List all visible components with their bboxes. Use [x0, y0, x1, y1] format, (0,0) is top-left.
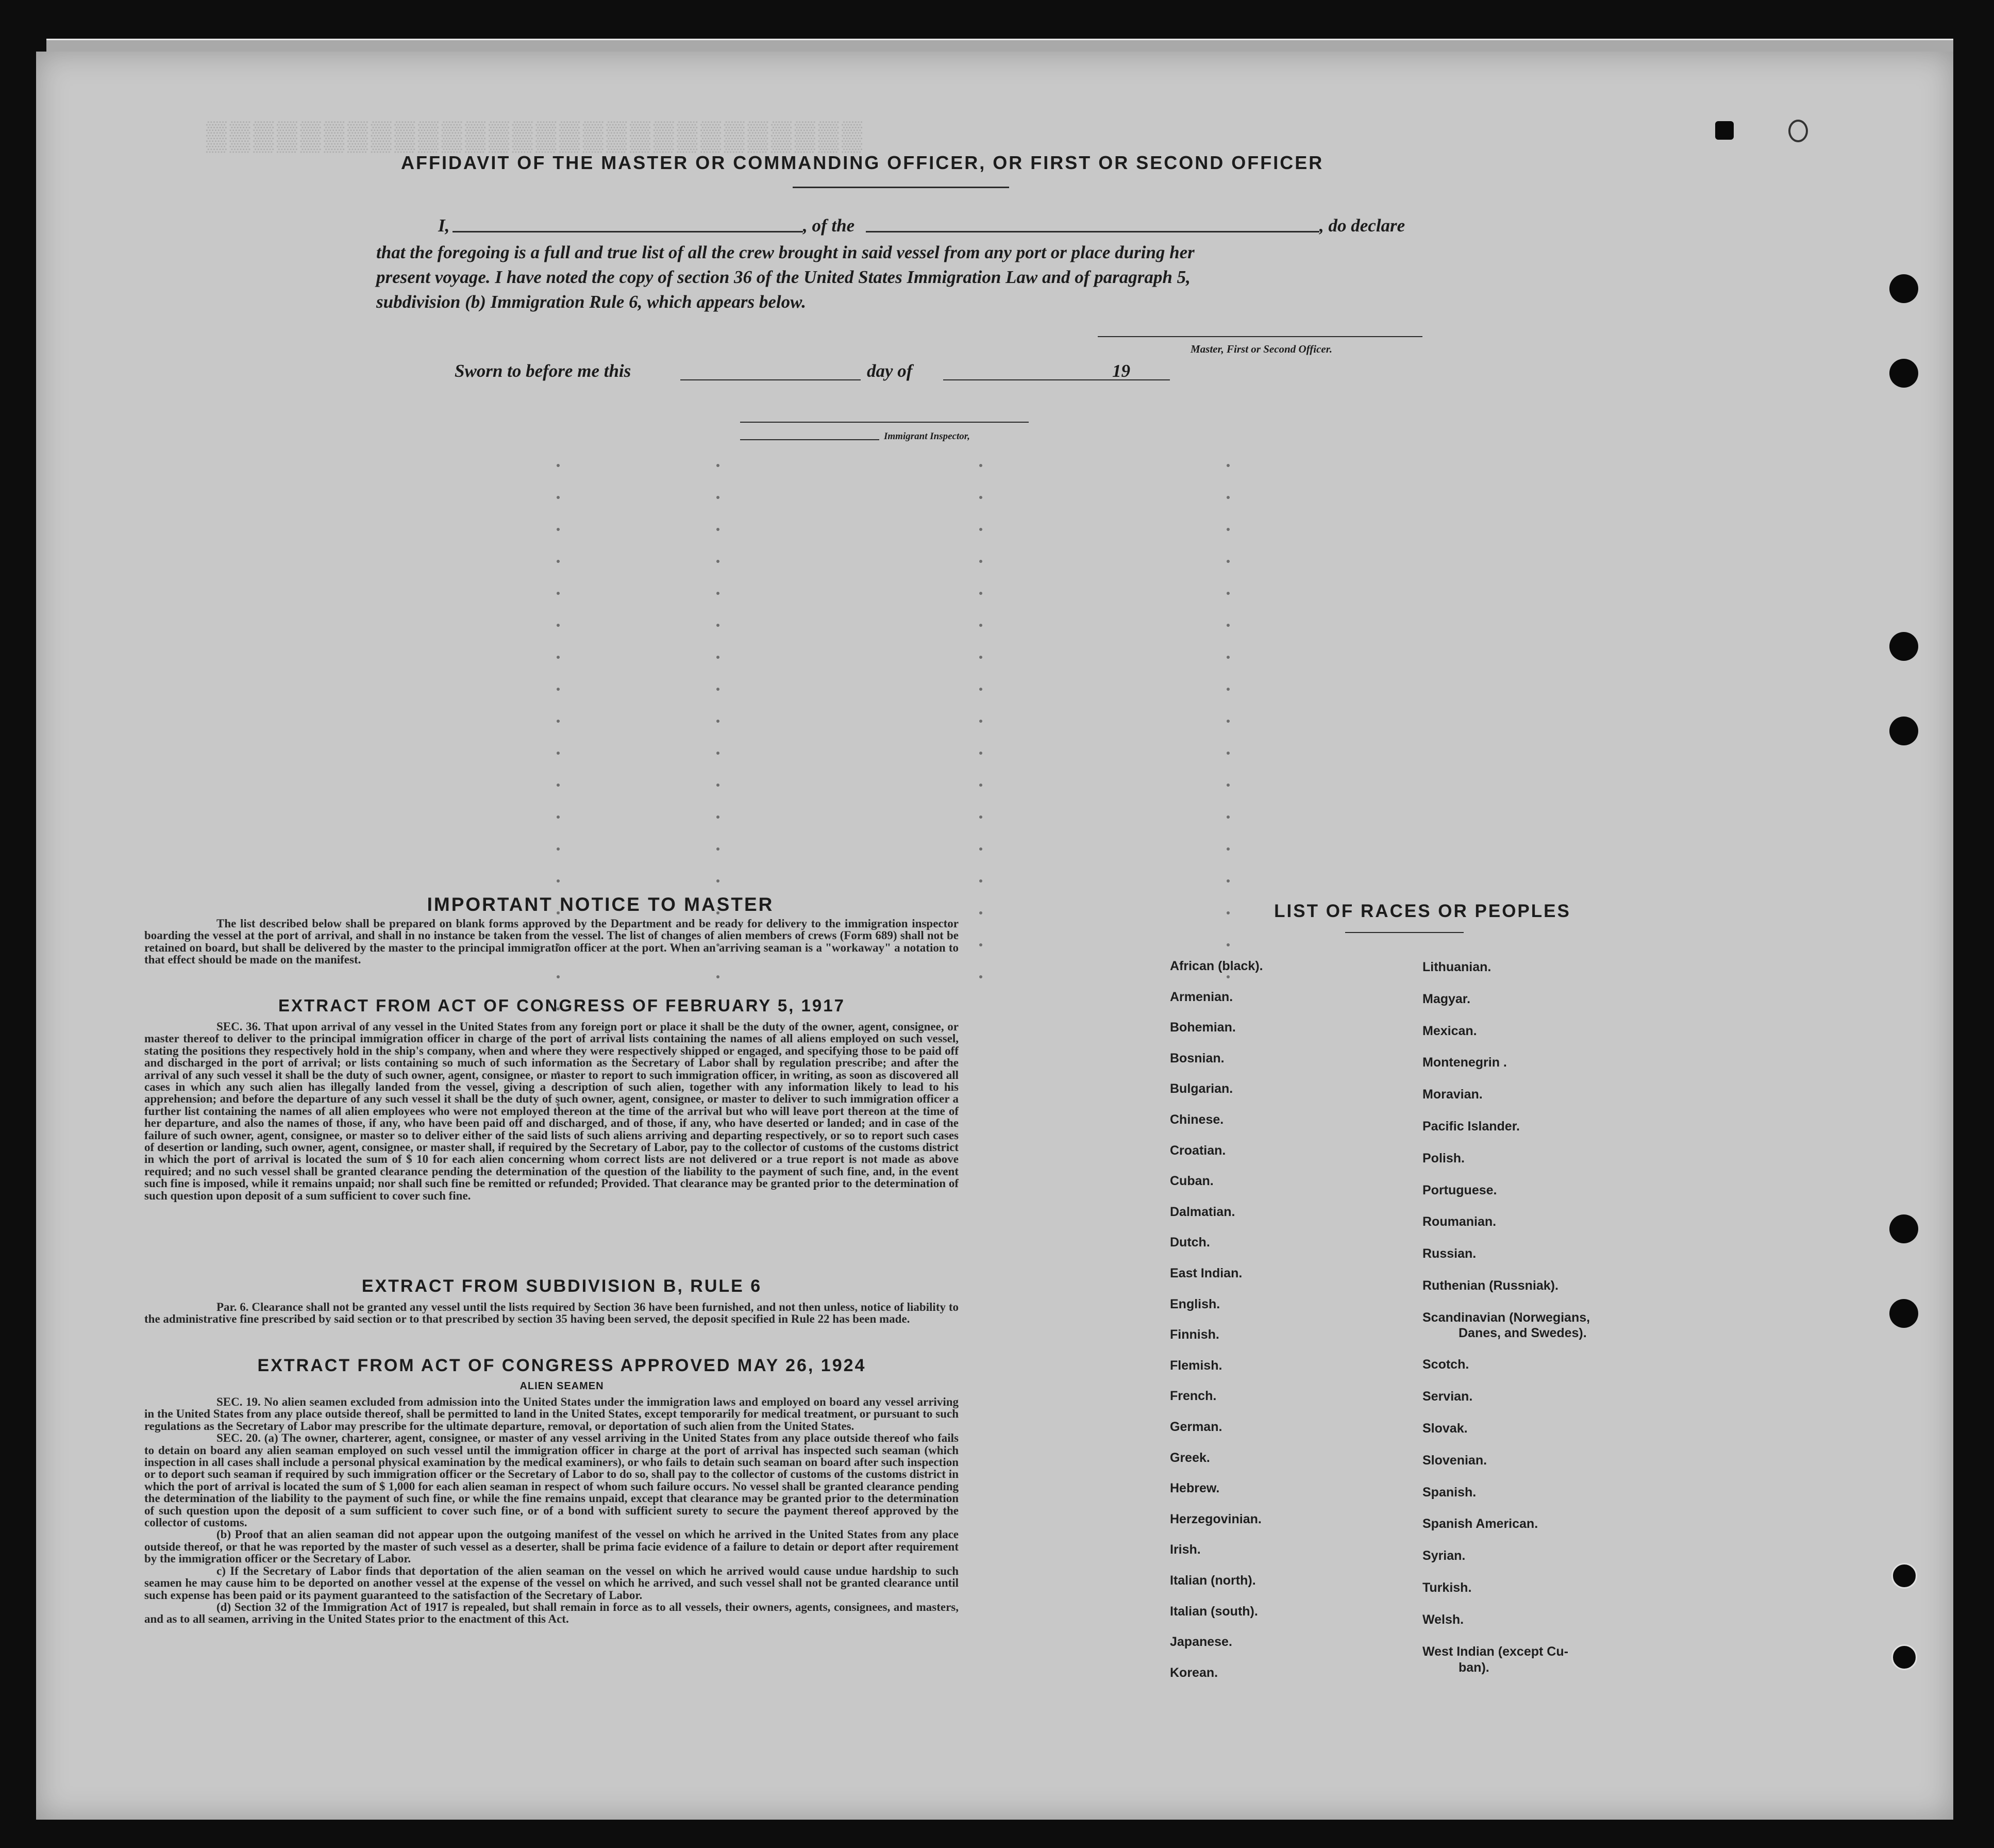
inspector-caption: Immigrant Inspector, [884, 431, 970, 442]
of-the-label: , of the [803, 215, 855, 236]
race-entry: West Indian (except Cu- [1422, 1644, 1568, 1659]
race-entry: Hebrew. [1170, 1481, 1220, 1496]
race-entry: Mexican. [1422, 1023, 1477, 1038]
year-label: 19 [1112, 361, 1130, 381]
race-entry: Pacific Islander. [1422, 1119, 1520, 1134]
race-entry: East Indian. [1170, 1266, 1243, 1280]
sec20b-text: (b) Proof that an alien seaman did not appear upon the outgoing manifest of the vessel on which he arrived in the United States from any place outside thereof, or that he was reported by the master of such vessel as a deserter, shall be prima facie evidence of a failure to detain or deport after requirement by the immigration officer or the Secretary of Labor. [144, 1528, 959, 1566]
race-entry: English. [1170, 1296, 1220, 1311]
race-entry: Welsh. [1422, 1612, 1464, 1627]
race-entry: Japanese. [1170, 1635, 1232, 1650]
race-entry: Russian. [1422, 1246, 1477, 1261]
race-entry: Italian (south). [1170, 1604, 1258, 1619]
race-entry: Italian (north). [1170, 1573, 1256, 1588]
race-entry: Servian. [1422, 1389, 1473, 1404]
sec20c-text: c) If the Secretary of Labor finds that deportation of the alien seaman on the vessel on which he arrived would cause undue hardship to such seamen he may cause him to be deported on another vessel at the expense of the vessel on which he arrived, and such vessel shall not be granted clearance until such expense has been paid or its payment guaranteed to the satisfaction of the Secretary of Labor. [144, 1564, 959, 1602]
race-entry: Ruthenian (Russniak). [1422, 1278, 1559, 1293]
sec20a-text: SEC. 20. (a) The owner, charterer, agent, consignee, or master of any vessel arriving in the United States from any place outside thereof who fails to detain on board any alien seaman employed on such vessel until the immigration officer in charge at the port of arrival has inspected such seaman (which inspection in all cases shall include a personal physical examination by the medical examiners), or who fails to detain such seaman on board after such inspection or to deport such seaman if required by such immigration officer or the Secretary of Labor to do so, shall pay to the collector of customs of the customs district in which the port of arrival is located the sum of $ 1,000 for each alien seaman in respect of whom such failure occurs. No vessel shall be granted clearance pending the determination of the liability to the payment of such fine, or while the fine remains unpaid, except that clearance may be granted prior to the determination of such question upon the deposit of a sum sufficient to cover such fine, or of a bond with sufficient surety to secure the payment thereof approved by the collector of customs. [144, 1431, 959, 1529]
race-entry: Lithuanian. [1422, 960, 1492, 974]
race-entry: Roumanian. [1422, 1214, 1497, 1229]
signature-caption: Master, First or Second Officer. [1191, 343, 1332, 355]
race-entry: ban). [1459, 1660, 1489, 1675]
race-entry: Polish. [1422, 1151, 1465, 1166]
sworn-year-blank[interactable] [1134, 379, 1170, 380]
inspector-line-short [740, 439, 879, 440]
alien-seamen-subtitle: ALIEN SEAMEN [520, 1380, 604, 1392]
race-entry: Danes, and Swedes). [1459, 1325, 1587, 1340]
race-entry: Chinese. [1170, 1112, 1224, 1127]
punch-hole [1889, 1299, 1918, 1328]
race-entry: Portuguese. [1422, 1183, 1497, 1197]
race-entry: Irish. [1170, 1542, 1201, 1557]
race-entry: Bosnian. [1170, 1051, 1225, 1065]
race-entry: Finnish. [1170, 1327, 1219, 1342]
race-entry: German. [1170, 1420, 1222, 1434]
signature-line[interactable] [1098, 336, 1422, 337]
extract-1917-text: SEC. 36. That upon arrival of any vessel in the United States from any foreign port or place it shall be the duty of the owner, agent, consignee, or master thereof to deliver to the principal immigration officer in charge of the port of arrival lists containing the names of all aliens employed on such vessel, stating the positions they respectively hold in the ship's company, when and where they were respectively shipped or engaged, and specifying those to be paid off and discharged in the port of arrival; or lists containing so much of such information as the Secretary of Labor shall by regulation prescribe; and after the arrival of any such vessel it shall be the duty of such owner, agent, consignee, or master to report to such immigration officer, in writing, as soon as discovered all cases in which any such alien has illegally landed from the vessel, giving a description of such alien, together with any information likely to lead to his apprehension; and before the departure of any such vessel it shall be the duty of such owner, agent, consignee, or master to deliver to such immigration officer a further list containing the names of all alien employees who were not employed thereon at the time of the arrival but who will leave port thereon at the time of her departure, and also the names of those, if any, who have been paid off and discharged, and of those, if any, who have deserted or landed; and in case of the failure of such owner, agent, consignee, or master so to deliver either of the said lists of such aliens arriving and departing respectively, or so to report such cases of desertion or landing, such owner, agent, consignee, or master shall, if required by the Secretary of Labor, pay to the collector of customs of the customs district in which the port of arrival is located the sum of $ 10 for each alien concerning whom correct lists are not delivered or a true report is not made as above required; and no such vessel shall be granted clearance pending the determination of the question of the liability to the payment of such fine, and, in the event such fine is imposed, while it remains unpaid; nor shall such fine be remitted or refunded; Provided. That clearance may be granted prior to the determination of such question upon deposit of a sum sufficient to cover such fine. [144, 1020, 959, 1202]
i-label: I, [438, 215, 450, 236]
race-entry: Greek. [1170, 1450, 1210, 1465]
punch-hole [1889, 632, 1918, 661]
affidavit-line-2: present voyage. I have noted the copy of section 36 of the United States Immigration Law and of paragraph 5, [376, 267, 1191, 287]
bleed-through-text: ▒▒▒▒▒▒▒▒▒▒▒▒▒▒▒▒▒▒▒▒▒▒▒▒▒▒▒▒ [206, 119, 865, 152]
race-entry: Herzegovinian. [1170, 1511, 1262, 1526]
race-entry: Dutch. [1170, 1235, 1210, 1250]
rule6-title: EXTRACT FROM SUBDIVISION B, RULE 6 [361, 1276, 762, 1296]
do-declare-label: , do declare [1319, 215, 1405, 236]
race-entry: Magyar. [1422, 991, 1471, 1006]
name-blank[interactable] [453, 231, 803, 232]
notice-title: IMPORTANT NOTICE TO MASTER [427, 894, 774, 915]
race-entry: Bohemian. [1170, 1020, 1236, 1035]
sec19-text: SEC. 19. No alien seamen excluded from admission into the United States under the immigration laws and employed on board any vessel arriving in the United States from any place outside thereof, shall be permitted to land in the United States, except temporarily for medical treatment, or pursuant to such regulations as the Secretary of Labor may prescribe for the ultimate departure, removal, or deportation of such alien from the United States. [144, 1395, 959, 1433]
race-entry: African (black). [1170, 959, 1263, 973]
corner-ring-mark [1788, 120, 1808, 142]
race-entry: Slovenian. [1422, 1453, 1487, 1468]
notice-text: The list described below shall be prepared on blank forms approved by the Department and be ready for delivery to the immigration inspector boarding the vessel at the port of arrival, and shall in no instance be taken from the vessel. The list of changes of alien members of crews (Form 689) shall not be retained on board, but shall be delivered by the master to the principal immigration officer at the port. When an arriving seaman is a "workaway" a notation to that effect should be made on the manifest. [144, 917, 959, 967]
punch-hole [1889, 717, 1918, 745]
affidavit-line-1: that the foregoing is a full and true list of all the crew brought in said vessel from any port or place during her [376, 242, 1195, 262]
vessel-blank[interactable] [866, 231, 1319, 232]
sworn-label: Sworn to before me this [455, 361, 631, 381]
dot-column-3 [979, 464, 983, 1007]
race-entry: Spanish American. [1422, 1517, 1538, 1531]
race-entry: French. [1170, 1389, 1217, 1404]
affidavit-title: AFFIDAVIT OF THE MASTER OR COMMANDING OFFICER, OR FIRST OR SECOND OFFICER [401, 152, 1324, 173]
race-entry: Cuban. [1170, 1174, 1214, 1189]
punch-hole [1889, 274, 1918, 303]
dot-column-4 [1227, 464, 1231, 1007]
affidavit-line-3: subdivision (b) Immigration Rule 6, which appears below. [376, 292, 806, 312]
extract-1917-title: EXTRACT FROM ACT OF CONGRESS OF FEBRUARY 5, 1917 [278, 996, 845, 1015]
race-entry: Spanish. [1422, 1485, 1477, 1500]
race-entry: Syrian. [1422, 1549, 1466, 1563]
race-entry: Scandinavian (Norwegians, [1422, 1310, 1590, 1325]
sec20d-text: (d) Section 32 of the Immigration Act of 1917 is repealed, but shall remain in force as to all vessels, their owners, agents, consignees, and masters, and as to all seamen, arriving in the United States prior to the enactment of this Act. [144, 1600, 959, 1626]
race-entry: Montenegrin . [1422, 1055, 1507, 1070]
race-entry: Korean. [1170, 1665, 1218, 1680]
punch-hole-partial [1891, 1563, 1917, 1589]
punch-hole [1889, 1214, 1918, 1243]
race-entry: Dalmatian. [1170, 1204, 1235, 1219]
race-entry: Slovak. [1422, 1421, 1468, 1436]
race-entry: Armenian. [1170, 989, 1233, 1004]
race-entry: Turkish. [1422, 1580, 1472, 1595]
affidavit-text [376, 240, 1428, 314]
race-entry: Croatian. [1170, 1143, 1226, 1158]
inspector-line[interactable] [740, 422, 1029, 423]
corner-mark [1715, 121, 1734, 140]
extract-1924-title: EXTRACT FROM ACT OF CONGRESS APPROVED MAY 26, 1924 [257, 1356, 866, 1375]
race-entry: Scotch. [1422, 1357, 1469, 1372]
races-title: LIST OF RACES OR PEOPLES [1274, 901, 1571, 921]
extract-1924-text [144, 1396, 959, 1625]
sworn-day-blank[interactable] [680, 379, 861, 380]
punch-hole-partial [1891, 1644, 1917, 1670]
day-of-label: day of [867, 361, 913, 381]
form-sheet [36, 52, 1953, 1820]
race-entry: Bulgarian. [1170, 1081, 1233, 1096]
race-entry: Moravian. [1422, 1087, 1483, 1102]
punch-hole [1889, 359, 1918, 388]
races-title-underline [1345, 932, 1464, 933]
race-entry: Flemish. [1170, 1358, 1222, 1373]
rule6-text: Par. 6. Clearance shall not be granted any vessel until the lists required by Section 36 have been furnished, and not then unless, notice of liability to the administrative fine prescribed by said section or to that prescribed by section 35 having been served, the deposit specified in Rule 22 has been made. [144, 1301, 959, 1326]
title-underline [793, 187, 1009, 188]
